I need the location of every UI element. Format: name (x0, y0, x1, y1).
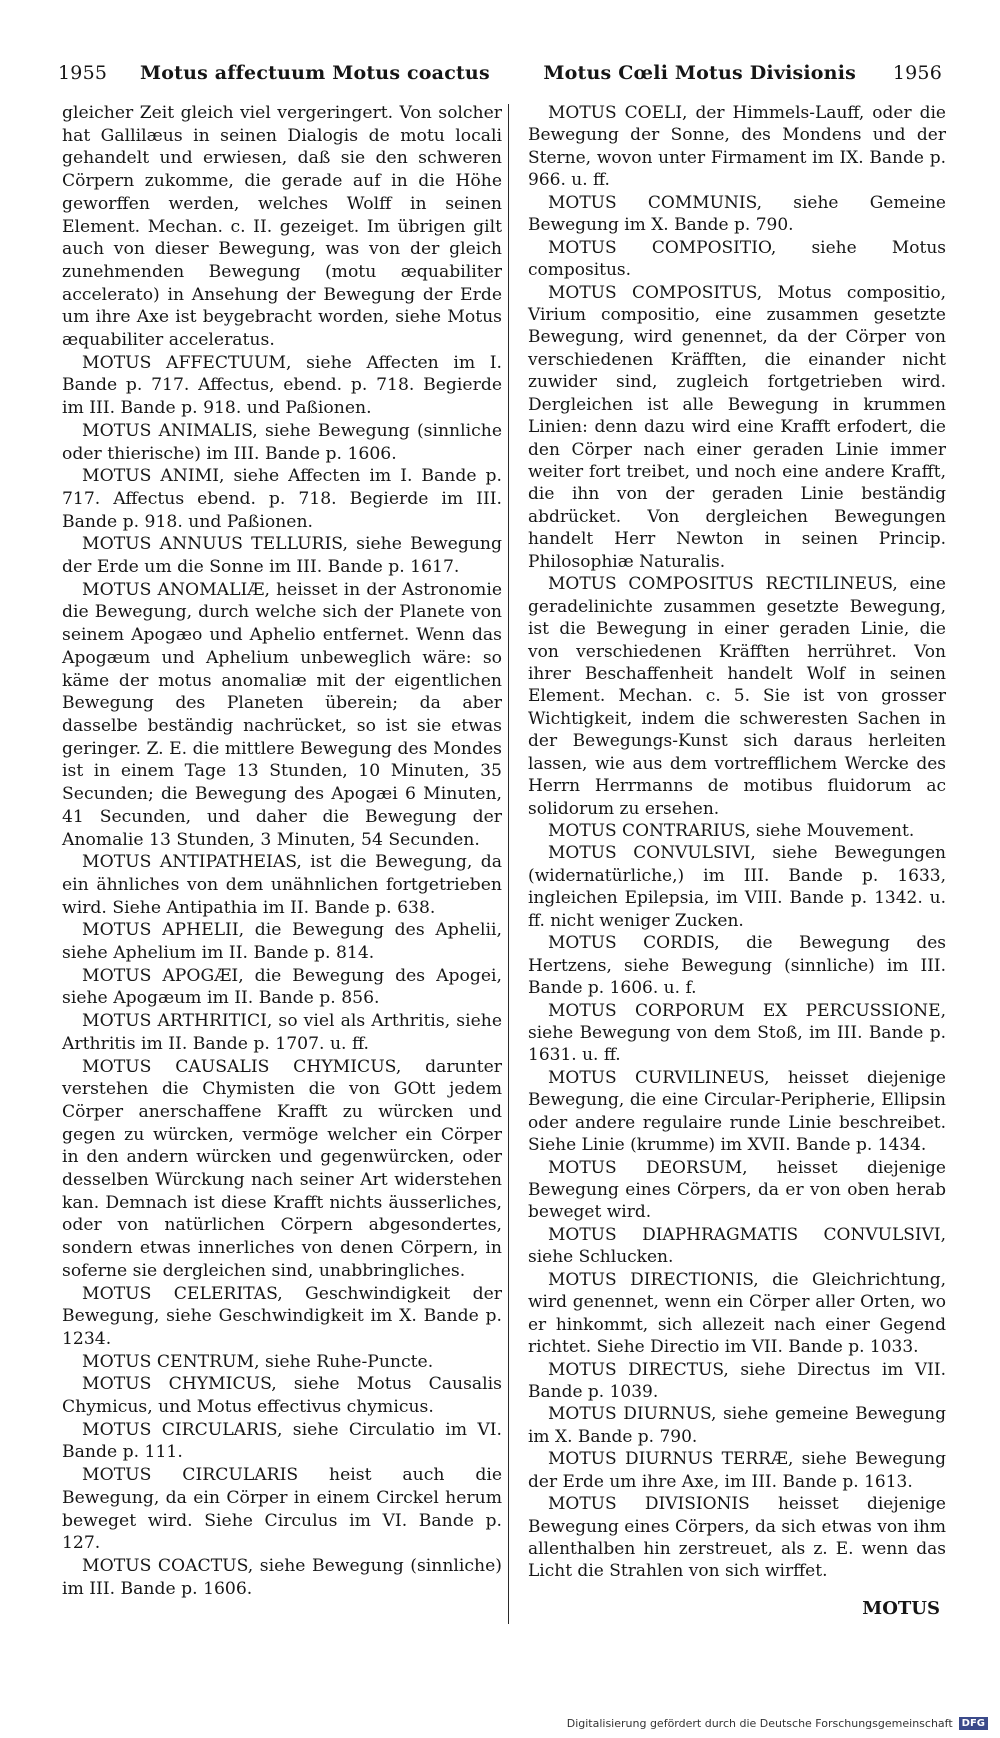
dictionary-entry: MOTUS DIRECTIONIS, die Gleichrichtung, wird genennet, wenn ein Cörper aller Orten, wo er hinkommt, sich allezeit nach einer Gegend richtet. Siehe Directio im VII. Bande p. 1033. (528, 1269, 946, 1358)
dictionary-entry: MOTUS ANIMI, siehe Affecten im I. Bande p. 717. Affectus ebend. p. 718. Begierde im III. Bande p. 918. und Paßionen. (62, 466, 502, 532)
running-header (58, 62, 942, 96)
dictionary-entry: MOTUS CELERITAS, Geschwindigkeit der Bewegung, siehe Geschwindigkeit im X. Bande p. 1234. (62, 1283, 502, 1349)
dictionary-entry: MOTUS ANIMALIS, siehe Bewegung (sinnliche oder thierische) im III. Bande p. 1606. (62, 420, 502, 464)
left-column (62, 102, 502, 1600)
header-right (543, 62, 942, 84)
column-divider (508, 104, 509, 1624)
dictionary-entry: MOTUS ANTIPATHEIAS, ist die Bewegung, da ein ähnliches von dem unähnlichen fortgetrieben wird. Siehe Antipathia im II. Bande p. 638. (62, 852, 502, 918)
dictionary-entry: MOTUS AFFECTUUM, siehe Affecten im I. Bande p. 717. Affectus, ebend. p. 718. Begierde im III. Bande p. 918. und Paßionen. (62, 352, 502, 419)
dictionary-entry: MOTUS CONVULSIVI, siehe Bewegungen (widernatürliche,) im III. Bande p. 1633, ingleichen Epilepsia, im VIII. Bande p. 1342. u. ff. nicht weniger Zucken. (528, 843, 946, 931)
dictionary-entry: MOTUS COELI, der Himmels-Lauff, oder die Bewegung der Sonne, des Mondens und der Sterne, wovon unter Firmament im IX. Bande p. 966. u. ff. (528, 103, 946, 191)
right-column (528, 102, 946, 1583)
dictionary-entry: MOTUS CHYMICUS, siehe Motus Causalis Chymicus, und Motus effectivus chymicus. (62, 1374, 502, 1418)
dictionary-entry: MOTUS APHELII, die Bewegung des Aphelii, siehe Aphelium im II. Bande p. 814. (62, 920, 502, 964)
header-left-title: Motus affectuum Motus coactus (139, 62, 490, 84)
dictionary-entry: MOTUS ANNUUS TELLURIS, siehe Bewegung der Erde um die Sonne im III. Bande p. 1617. (62, 534, 502, 578)
dictionary-entry: MOTUS COMPOSITUS, Motus compositio, Virium compositio, eine zusammen gesetzte Bewegung, wird genennet, da der Cörper von verschiedenen Kräfften, die einander nicht zuwider sind, zugleich fortgetrieben wird. Dergleichen ist alle Bewegung in krummen Linien: denn dazu wird eine Krafft erfodert, die den Cörper nach einer geraden Linie immer weiter fort treibet, und noch eine andere Krafft, die ihn von der geraden Linie beständig abdrücket. Von dergleichen Bewegungen handelt Herr Newton in seinen Princip. Philosophiæ Naturalis. (528, 282, 946, 572)
dictionary-entry: MOTUS CURVILINEUS, heisset diejenige Bewegung, die eine Circular-Peripherie, Ellipsin oder andere regulaire runde Linie beschreibet. Siehe Linie (krumme) im XVII. Bande p. 1434. (528, 1067, 946, 1156)
footer-credit: Digitalisierung gefördert durch die Deutsche Forschungsgemeinschaft (566, 1717, 953, 1730)
dictionary-entry: MOTUS DIURNUS TERRÆ, siehe Bewegung der Erde um ihre Axe, im III. Bande p. 1613. (528, 1449, 946, 1492)
dictionary-entry: MOTUS ARTHRITICI, so viel als Arthritis, siehe Arthritis im II. Bande p. 1707. u. ff. (62, 1011, 502, 1054)
dictionary-entry: MOTUS APOGÆI, die Bewegung des Apogei, siehe Apogæum im II. Bande p. 856. (62, 965, 502, 1009)
dictionary-entry: gleicher Zeit gleich viel vergeringert. Von solcher hat Gallilæus in seinen Dialogis de motu locali gehandelt und erwiesen, daß sie den schweren Cörpern zukomme, die gerade auf in die Höhe geworffen werden, welches Wolff in seinen Element. Mechan. c. II. gezeiget. Im übrigen gilt auch von dieser Bewegung, was von der gleich zunehmenden Bewegung (motu æquabiliter accelerato) in Ansehung der Bewegung der Erde um ihre Axe ist beygebracht worden, siehe Motus æquabiliter acceleratus. (62, 103, 502, 351)
dictionary-entry: MOTUS COACTUS, siehe Bewegung (sinnliche) im III. Bande p. 1606. (62, 1556, 502, 1599)
dfg-logo: DFG (959, 1717, 988, 1730)
dictionary-entry: MOTUS DIURNUS, siehe gemeine Bewegung im X. Bande p. 790. (528, 1404, 946, 1447)
dictionary-entry: MOTUS COMPOSITUS RECTILINEUS, eine geradelinichte zusammen gesetzte Bewegung, ist die Bewegung in einer geraden Linie, die von verschiedenen Kräfften herrühret. Von ihrer Beschaffenheit handelt Wolf in seinen Element. Mechan. c. 5. Sie ist von grosser Wichtigkeit, indem die schweresten Sachen in der Bewegungs-Kunst sich daraus herleiten lassen, wie aus dem vortrefflichem Wercke des Herrn Herrmanns de motibus fluidorum ac solidorum zu ersehen. (528, 574, 946, 819)
dictionary-entry: MOTUS DEORSUM, heisset diejenige Bewegung eines Cörpers, da er von oben herab beweget wird. (528, 1157, 946, 1223)
dictionary-entry: MOTUS CENTRUM, siehe Ruhe-Puncte. (82, 1351, 434, 1372)
dictionary-entry: MOTUS COMMUNIS, siehe Gemeine Bewegung im X. Bande p. 790. (528, 192, 946, 236)
dictionary-entry: MOTUS CIRCULARIS, siehe Circulatio im VI. Bande p. 111. (62, 1419, 502, 1463)
dictionary-entry: MOTUS COMPOSITIO, siehe Motus compositus. (528, 237, 946, 281)
footer (567, 1717, 988, 1730)
dictionary-entry: MOTUS DIRECTUS, siehe Directus im VII. Bande p. 1039. (528, 1359, 946, 1402)
header-right-title: Motus Cœli Motus Divisionis (543, 62, 857, 84)
dictionary-entry: MOTUS DIVISIONIS heisset diejenige Bewegung eines Cörpers, da sich etwas von ihm allenthalben hin zerstreuet, als z. E. wenn das Licht die Strahlen von sich wirffet. (528, 1494, 946, 1582)
dictionary-entry: MOTUS CIRCULARIS heist auch die Bewegung, da ein Cörper in einem Circkel herum beweget wird. Siehe Circulus im VI. Bande p. 127. (62, 1465, 502, 1554)
dictionary-entry: MOTUS CORDIS, die Bewegung des Hertzens, siehe Bewegung (sinnliche) im III. Bande p. 1606. u. f. (528, 933, 946, 999)
dictionary-entry: MOTUS ANOMALIÆ, heisset in der Astronomie die Bewegung, durch welche sich der Planete von seinem Apogæo und Aphelio entfernet. Wenn das Apogæum und Aphelium unbeweglich wäre: so käme der motus anomaliæ mit der eigentlichen Bewegung des Planeten überein; da aber dasselbe beständig nachrücket, so ist sie etwas geringer. Z. E. die mittlere Bewegung des Mondes ist in einem Tage 13 Stunden, 10 Minuten, 35 Secunden; die Bewegung des Apogæi 6 Minuten, 41 Secunden, und daher die Bewegung der Anomalie 13 Stunden, 3 Minuten, 54 Secunden. (62, 579, 502, 850)
catchword: MOTUS (862, 1598, 940, 1619)
page-number-left: 1955 (58, 62, 108, 84)
dictionary-entry: MOTUS CONTRARIUS, siehe Mouvement. (548, 821, 915, 841)
header-left (58, 62, 490, 84)
dictionary-entry: MOTUS CORPORUM EX PERCUSSIONE, siehe Bewegung von dem Stoß, im III. Bande p. 1631. u. ff. (528, 1000, 946, 1066)
dictionary-entry: MOTUS DIAPHRAGMATIS CONVULSIVI, siehe Schlucken. (528, 1224, 946, 1268)
dictionary-entry: MOTUS CAUSALIS CHYMICUS, darunter verstehen die Chymisten die von GOtt jedem Cörper anerschaffene Krafft zu würcken und gegen zu würcken, vermöge welcher ein Cörper in den andern würcken und gegenwürcken, oder desselben Würckung nach seiner Art widerstehen kan. Demnach ist diese Krafft nichts äusserliches, oder von natürlichen Cörpern abgesondertes, sondern etwas innerliches von denen Cörpern, in soferne sie dergleichen sind, unabbringliches. (62, 1056, 502, 1281)
page-number-right: 1956 (892, 62, 942, 84)
